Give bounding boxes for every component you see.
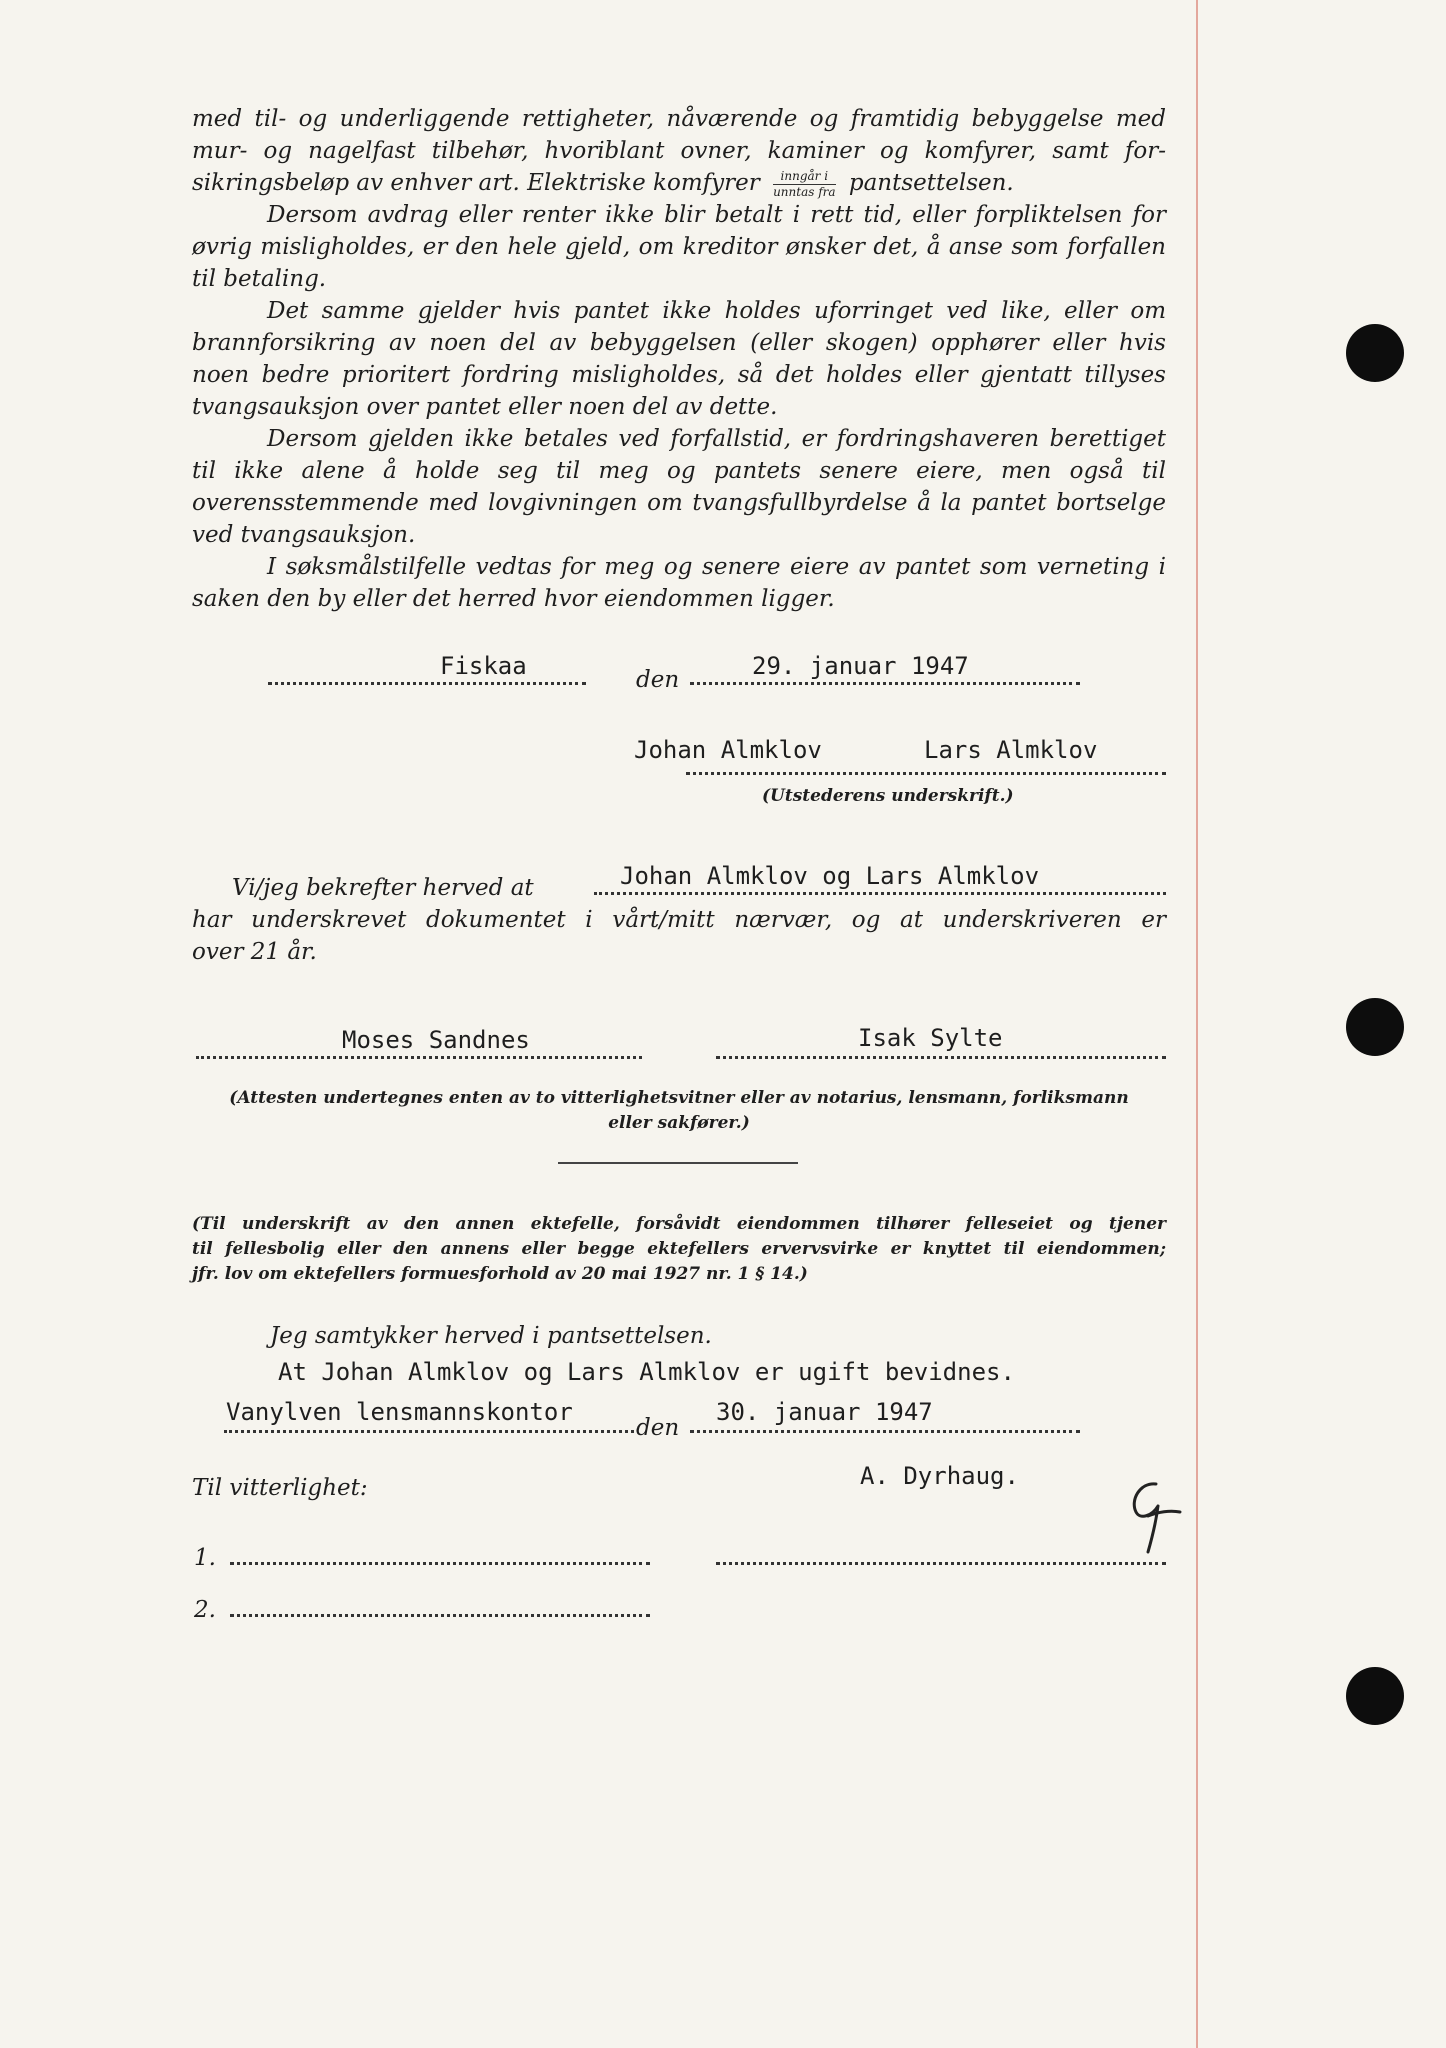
handwritten-initial-icon [1118,1476,1188,1556]
frac-top: inngår i [773,170,835,185]
spouse-note-2: til fellesbolig eller den annens eller begge ektefellers ervervsvirke er knyttet til eiendommen; [192,1239,1166,1259]
signature-caption: (Utstederens underskrift.) [762,786,1014,806]
typed-statement: At Johan Almklov og Lars Almklov er ugift bevidnes. [278,1358,1015,1386]
witness-heading: Til vitterlighet: [192,1475,368,1501]
place-dotted-line-2 [224,1430,634,1433]
confirmation-line-2: har underskrevet dokumentet i vårt/mitt nærvær, og at underskriveren er [192,907,1166,933]
official-signature: A. Dyrhaug. [860,1462,1019,1490]
section-divider [558,1162,798,1164]
paragraph-impairment: Det samme gjelder hvis pantet ikke holdes uforringet ved like, eller om brannforsikring av noen del av bebyggelsen (eller skogen) opphører eller hvis noen bedre prioritert fordring misligholdes, så det holdes eller gjentatt tillyses tvangsauksjon over pantet eller noen del av dette. [192,298,1166,420]
office-date: 30. januar 1947 [716,1398,933,1426]
body-line [192,167,1166,199]
witness-dotted-line-1 [196,1056,642,1059]
paragraph-default: Dersom avdrag eller renter ikke blir betalt i rett tid, eller forpliktelsen for øvrig misligholdes, er den hele gjeld, om kreditor ønsker det, å anse som forfallen til betaling. [192,202,1166,292]
vitterlighet-dotted-line-3 [230,1614,650,1617]
signature-dotted-line [686,772,1166,775]
issuer-signature-1: Johan Almklov [634,736,822,764]
body-text [192,103,1166,615]
frac-bottom: unntas fra [773,184,836,199]
choice-fraction [773,170,835,199]
attest-note-1: (Attesten undertegnes enten av to vitterlighetsvitner eller av notarius, lensmann, forliksmann [229,1088,1129,1108]
names-dotted-line [594,892,1166,895]
margin-rule [1196,0,1198,2048]
witness-number-1: 1. [194,1545,216,1571]
spouse-note-1: (Til underskrift av den annen ektefelle, forsåvidt eiendommen tilhører felleseiet og tjener [192,1214,1166,1234]
spouse-note-3: jfr. lov om ektefellers formuesforhold av 20 mai 1927 nr. 1 § 14.) [192,1264,808,1284]
office-place: Vanylven lensmannskontor [226,1398,573,1426]
confirmation-line-3: over 21 år. [192,939,317,965]
body-line: mur- og nagelfast tilbehør, hvoriblant ovner, kaminer og komfyrer, samt for- [192,138,1166,164]
den-label-2: den [636,1415,680,1441]
den-label: den [636,667,680,693]
confirmation-lead: Vi/jeg bekrefter herved at [232,875,534,901]
punch-hole [1346,998,1404,1056]
vitterlighet-dotted-line-2 [716,1562,1166,1565]
paragraph-venue: I søksmålstilfelle vedtas for meg og senere eiere av pantet som verneting i saken den by eller det herred hvor eiendommen ligger. [192,554,1166,612]
paragraph-foreclosure: Dersom gjelden ikke betales ved forfallstid, er fordringshaveren berettiget til ikke alene å holde seg til meg og pantets senere eiere, men også til overensstemmende med lovgivningen om tvangsfullbyrdelse å la pantet bortselge ved tvangsauksjon. [192,426,1166,548]
issue-date: 29. januar 1947 [752,652,969,680]
body-line-text: pantsettelsen. [848,170,1014,196]
attest-note-2: eller sakfører.) [608,1113,750,1133]
issuer-signature-2: Lars Almklov [924,736,1098,764]
place-dotted-line [268,682,586,685]
witness-number-2: 2. [194,1597,216,1623]
witness-1: Moses Sandnes [342,1026,530,1054]
vitterlighet-dotted-line-1 [230,1562,650,1565]
date-dotted-line-2 [690,1430,1080,1433]
punch-hole [1346,1667,1404,1725]
body-line: med til- og underliggende rettigheter, nåværende og framtidig bebyggelse med [192,106,1166,132]
witness-dotted-line-2 [716,1056,1166,1059]
witness-2: Isak Sylte [858,1024,1003,1052]
confirmation-names: Johan Almklov og Lars Almklov [620,862,1040,890]
punch-hole [1346,324,1404,382]
issue-place: Fiskaa [440,652,527,680]
consent-text: Jeg samtykker herved i pantsettelsen. [270,1323,712,1349]
body-line-text: sikringsbeløp av enhver art. Elektriske komfyrer [192,170,760,196]
date-dotted-line [690,682,1080,685]
